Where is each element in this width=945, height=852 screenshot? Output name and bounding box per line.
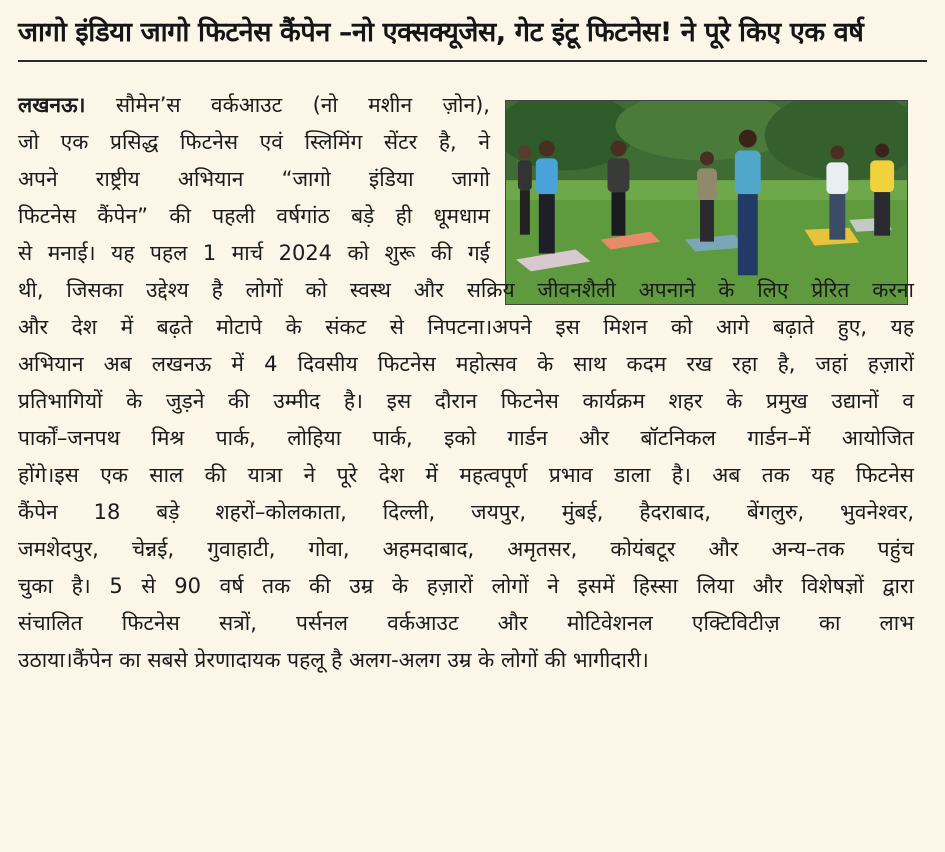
- body-line: पार्कों–जनपथ मिश्र पार्क, लोहिया पार्क, इको गार्डन और बॉटनिकल गार्डन–में आयोजित: [18, 426, 914, 450]
- body-line: अभियान अब लखनऊ में 4 दिवसीय फिटनेस महोत्सव के साथ कदम रख रहा है, जहां हज़ारों: [18, 352, 914, 376]
- dateline: लखनऊ।: [18, 93, 86, 117]
- body-line: जो एक प्रसिद्ध फिटनेस एवं स्लिमिंग सेंटर है, ने: [18, 130, 490, 154]
- headline-rule: [18, 60, 927, 62]
- body-line: लखनऊ। सौमेन’स वर्कआउट (नो मशीन ज़ोन),: [18, 93, 490, 117]
- body-line: कैंपेन 18 बड़े शहरों–कोलकाता, दिल्ली, जयपुर, मुंबई, हैदराबाद, बेंगलुरु, भुवनेश्वर,: [18, 500, 914, 524]
- body-line: जमशेदपुर, चेन्नई, गुवाहाटी, गोवा, अहमदाबाद, अमृतसर, कोयंबटूर और अन्य–तक पहुंच: [18, 537, 914, 561]
- body-line: से मनाई। यह पहल 1 मार्च 2024 को शुरू की गई: [18, 241, 490, 265]
- body-line: फिटनेस कैंपेन” की पहली वर्षगांठ बड़े ही धूमधाम: [18, 204, 490, 228]
- headline: जागो इंडिया जागो फिटनेस कैंपेन –नो एक्सक्यूजेस, गेट इंटू फिटनेस! ने पूरे किए एक वर्ष: [18, 17, 864, 48]
- body-line: संचालित फिटनेस सत्रों, पर्सनल वर्कआउट और मोटिवेशनल एक्टिविटीज़ का लाभ: [18, 611, 914, 635]
- body-line: उठाया।कैंपेन का सबसे प्रेरणादायक पहलू है अलग-अलग उम्र के लोगों की भागीदारी।: [18, 648, 649, 672]
- body-line: चुका है। 5 से 90 वर्ष तक की उम्र के हज़ारों लोगों ने इसमें हिस्सा लिया और विशेषज्ञों द्वारा: [18, 574, 914, 598]
- body-line: प्रतिभागियों के जुड़ने की उम्मीद है। इस दौरान फिटनेस कार्यक्रम शहर के प्रमुख उद्यानों व: [18, 389, 914, 413]
- body-line: होंगे।इस एक साल की यात्रा ने पूरे देश में महत्वपूर्ण प्रभाव डाला है। अब तक यह फिटनेस: [18, 463, 914, 487]
- body-line: थी, जिसका उद्देश्य है लोगों को स्वस्थ और सक्रिय जीवनशैली अपनाने के लिए प्रेरित करना: [18, 278, 914, 302]
- body-line: अपने राष्ट्रीय अभियान “जागो इंडिया जागो: [18, 167, 490, 191]
- body-line: और देश में बढ़ते मोटापे के संकट से निपटना।अपने इस मिशन को आगे बढ़ाते हुए, यह: [18, 315, 914, 339]
